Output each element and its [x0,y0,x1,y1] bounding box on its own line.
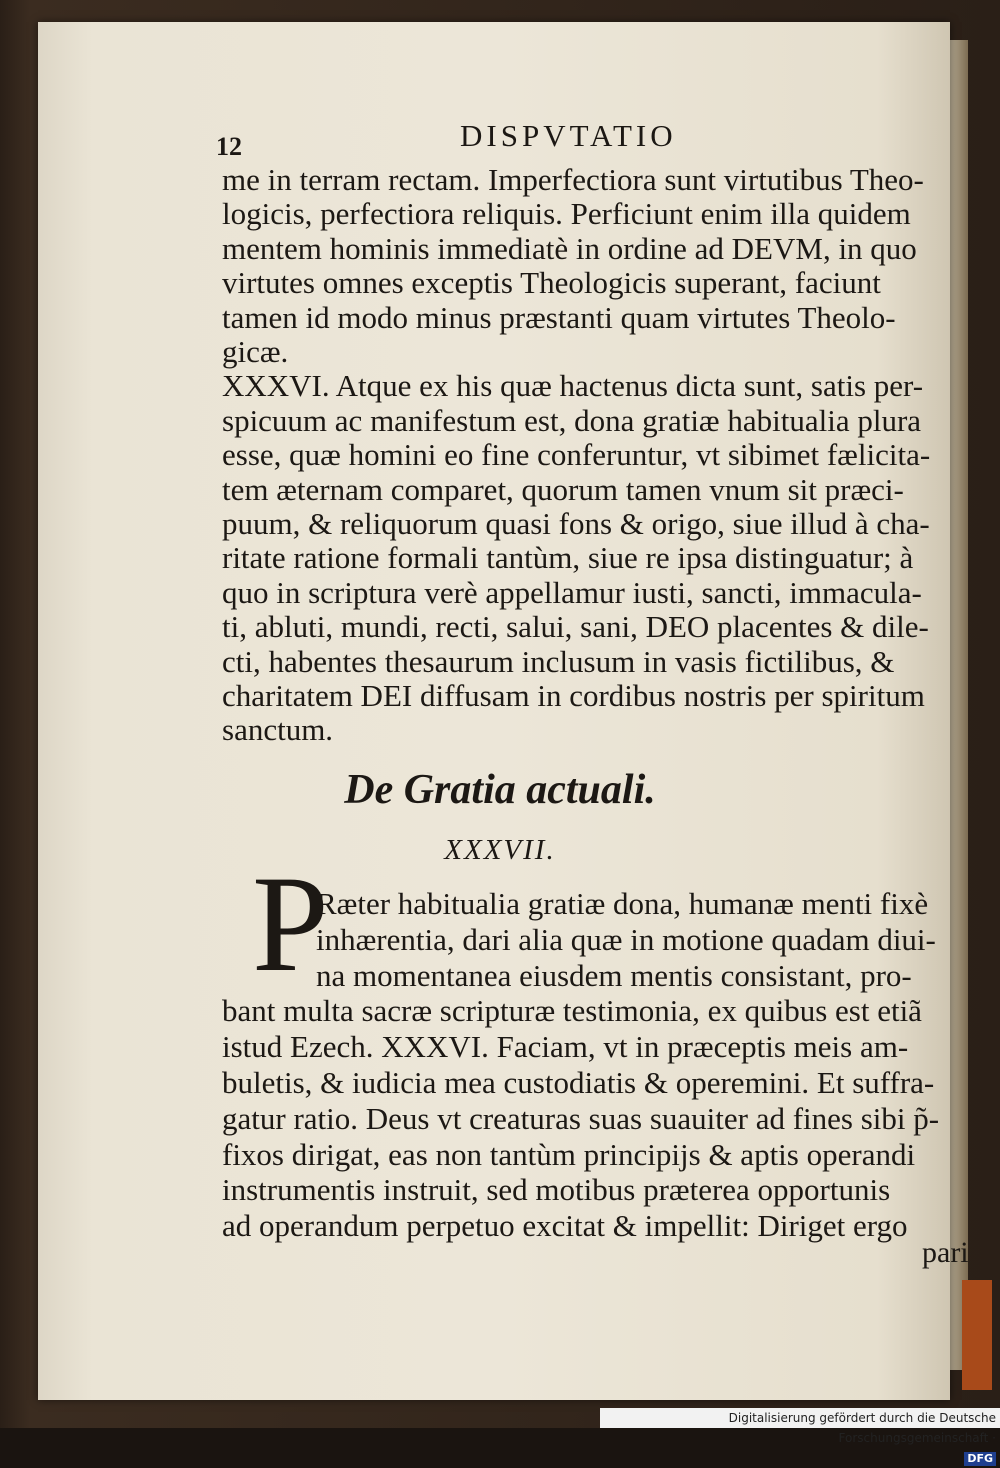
text-line: logicis, perfectiora reliquis. Perficiunt enim illa quidem [222,196,911,232]
drop-cap: P [252,847,329,1000]
running-head: DISPVTATIO [460,118,677,153]
text-line: esse, quæ homini eo fine conferuntur, vt sibimet fælicita- [222,437,931,473]
text-line: puum, & reliquorum quasi fons & origo, siue illud à cha- [222,506,930,541]
text-line: ad operandum perpetuo excitat & impellit: Diriget ergo [222,1208,908,1244]
text-line: na momentanea eiusdem mentis consistant, pro- [316,957,912,993]
text-line: me in terram rectam. Imperfectiora sunt virtutibus Theo- [222,162,924,197]
text-line: tem æternam comparet, quorum tamen vnum sit præci- [222,471,904,507]
catchword: pari [922,1236,969,1269]
text-line: tamen id modo minus præstanti quam virtutes Theolo- [222,299,896,335]
text-line: sanctum. [222,712,334,748]
footer-bar [600,1408,1000,1465]
text-line: ritate ratione formali tantùm, siue re ipsa distinguatur; à [222,540,914,576]
text-line: gicæ. [222,334,289,369]
section-number: XXXVII. [444,834,556,866]
text-line: buletis, & iudicia mea custodiatis & operemini. Et suffra- [222,1065,935,1100]
text-line: quo in scriptura verè appellamur iusti, sancti, immacula- [222,574,922,610]
text-line: charitatem DEI diffusam in cordibus nostris per spiritum [222,678,925,713]
text-line: instrumentis instruit, sed motibus præterea opportunis [222,1172,891,1208]
text-line: spicuum ac manifestum est, dona gratiæ habitualia plura [222,402,922,438]
text-line: virtutes omnes exceptis Theologicis superant, faciunt [222,265,881,301]
text-line: mentem hominis immediatè in ordine ad DEVM, in quo [222,230,917,266]
footer-text: Digitalisierung gefördert durch die Deutsche Forschungsgemeinschaft · [728,1411,996,1445]
text-line: cti, habentes thesaurum inclusum in vasis fictilibus, & [222,643,895,679]
section-title: De Gratia actuali. [344,767,656,813]
page-number: 12 [216,132,242,161]
bookmark-tab [962,1280,992,1390]
dfg-logo: DFG [964,1452,996,1466]
text-line: inhærentia, dari alia quæ in motione quadam diui- [316,921,936,957]
text-line: ti, abluti, mundi, recti, salui, sani, DEO placentes & dile- [222,609,929,645]
text-line: istud Ezech. XXXVI. Faciam, vt in præceptis meis am- [222,1029,909,1065]
text-line: gatur ratio. Deus vt creaturas suas suauiter ad fines sibi p̃- [222,1100,940,1136]
text-line: fixos dirigat, eas non tantùm principijs & aptis operandi [222,1136,916,1172]
text-line: Ræter habitualia gratiæ dona, humanæ menti fixè [316,886,929,921]
text-line: bant multa sacræ scripturæ testimonia, ex quibus est etiã [222,993,922,1029]
text-line: XXXVI. Atque ex his quæ hactenus dicta sunt, satis per- [222,368,924,404]
